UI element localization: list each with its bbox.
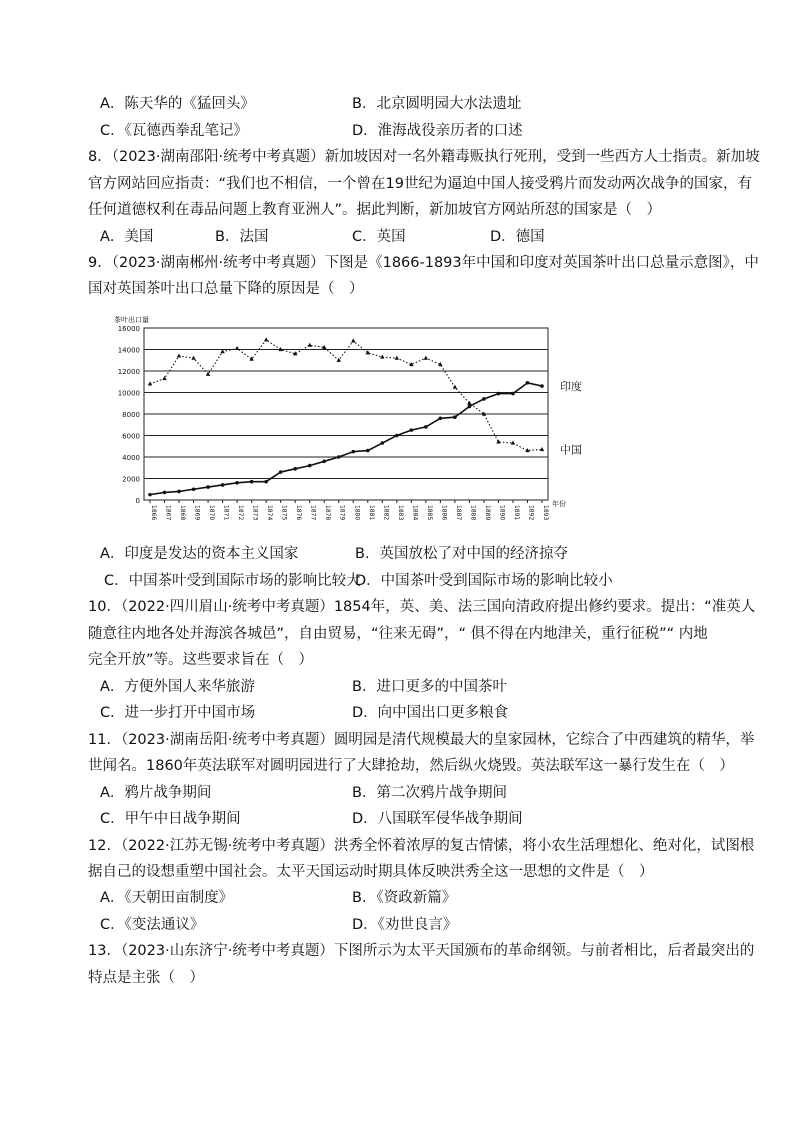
chart-point (308, 464, 312, 468)
q8-option-b: B．法国 (215, 229, 269, 245)
q12-option-c: C．《变法通议》 (100, 917, 205, 933)
chart-point (439, 417, 443, 421)
tea-export-chart (100, 308, 620, 520)
chart-point (191, 356, 195, 360)
chart-xlabel: 年份 (552, 500, 566, 508)
q11-option-b: B．第二次鸦片战争期间 (352, 785, 507, 801)
chart-point (337, 455, 341, 459)
chart-ylabel: 茶叶出口量 (114, 316, 149, 324)
chart-point (221, 483, 225, 487)
chart-ytick-label: 4000 (122, 454, 140, 462)
q12-option-b: B．《资政新篇》 (352, 890, 457, 906)
chart-series-label: 中国 (560, 443, 582, 457)
q9-option-c: C．中国茶叶受到国际市场的影响比较大 (104, 573, 361, 589)
chart-point (279, 470, 283, 474)
chart-point (148, 493, 152, 497)
chart-point (453, 385, 457, 389)
chart-point (148, 381, 152, 385)
chart-ytick-label: 6000 (122, 432, 140, 441)
chart-point (235, 346, 239, 350)
q7-option-a: A．陈天华的《猛回头》 (100, 96, 255, 112)
q10-option-c: C．进一步打开中国市场 (100, 705, 256, 721)
chart-point (380, 441, 384, 445)
chart-xtick-label: 1873 (251, 505, 259, 520)
chart-xtick-label: 1889 (483, 505, 491, 520)
q8-stem-line3: 任何道德权利在毒品问题上教育亚洲人”。据此判断，新加坡官方网站所怼的国家是（ ） (88, 202, 662, 218)
chart-xtick-label: 1868 (179, 505, 187, 520)
chart-point (235, 481, 239, 485)
chart-point (163, 491, 167, 495)
chart-point (293, 467, 297, 471)
chart-xtick-label: 1872 (237, 505, 245, 520)
chart-point (540, 384, 544, 388)
chart-point (424, 356, 428, 360)
chart-point (351, 450, 355, 454)
q10-option-a: A．方便外国人来华旅游 (100, 679, 255, 695)
chart-xtick-label: 1891 (512, 505, 520, 520)
chart-point (468, 405, 472, 409)
q11-stem-line1: 11．（2023·湖南岳阳·统考中考真题）圆明园是清代规模最大的皇家园林，它综合了中西建筑的精华，举 (88, 732, 755, 748)
chart-xtick-label: 1879 (338, 505, 346, 520)
chart-xtick-label: 1870 (208, 505, 216, 520)
chart-point (366, 350, 370, 354)
chart-ytick-label: 8000 (122, 411, 140, 419)
q9-stem-line1: 9．（2023·湖南郴州·统考中考真题）下图是《1866-1893年中国和印度对英国茶叶出口总量示意图》，中 (88, 255, 759, 271)
q8-stem-line1: 8．（2023·湖南邵阳·统考中考真题）新加坡因对一名外籍毒贩执行死刑，受到一些西方人士指责。新加坡 (88, 149, 760, 165)
chart-series-label: 印度 (560, 380, 582, 394)
q10-stem-line1: 10．（2022·四川眉山·统考中考真题）1854年，英、美、法三国向清政府提出修约要求。提出：“准英人 (88, 599, 756, 615)
q8-option-c: C．英国 (352, 229, 406, 245)
q11-option-c: C．甲午中日战争期间 (100, 811, 241, 827)
q12-stem-line2: 据自己的设想重塑中国社会。太平天国运动时期具体反映洪秀全这一思想的文件是（ ） (88, 864, 654, 880)
q8-option-d: D．德国 (490, 229, 545, 245)
chart-ytick-label: 10000 (117, 389, 140, 398)
chart-svg (100, 308, 620, 520)
chart-point (482, 397, 486, 401)
chart-xtick-label: 1885 (425, 505, 433, 520)
chart-xtick-label: 1875 (280, 505, 288, 520)
q11-stem-line2: 世闻名。1860年英法联军对圆明园进行了大肆抢劫，然后纵火烧毁。英法联军这一暴行发生在（ ） (88, 758, 734, 774)
chart-point (177, 353, 181, 357)
chart-point (540, 447, 544, 451)
q10-stem-line3: 完全开放”等。这些要求旨在（ ） (88, 652, 314, 668)
chart-xtick-label: 1886 (440, 505, 448, 520)
chart-xtick-label: 1878 (324, 505, 332, 520)
q13-stem-line2: 特点是主张（ ） (88, 970, 204, 986)
chart-point (322, 460, 326, 464)
chart-point (497, 392, 501, 396)
chart-point (395, 356, 399, 360)
q11-option-d: D．八国联军侵华战争期间 (352, 811, 523, 827)
chart-point (395, 434, 399, 438)
q8-option-a: A．美国 (100, 229, 154, 245)
chart-xtick-label: 1892 (527, 505, 535, 520)
chart-xtick-label: 1874 (266, 505, 274, 520)
q11-option-a: A．鸦片战争期间 (100, 785, 212, 801)
chart-xtick-label: 1888 (469, 505, 477, 520)
chart-point (511, 392, 515, 396)
chart-point (366, 449, 370, 453)
chart-point (380, 355, 384, 359)
chart-point (308, 343, 312, 347)
chart-point (206, 485, 210, 489)
chart-ytick-label: 14000 (117, 346, 140, 355)
chart-ytick-label: 16000 (117, 325, 140, 333)
chart-point (467, 401, 471, 405)
chart-xtick-label: 1883 (396, 505, 404, 520)
q9-option-d: D．中国茶叶受到国际市场的影响比较小 (355, 573, 613, 589)
chart-point (424, 425, 428, 429)
chart-point (192, 487, 196, 491)
chart-point (264, 337, 268, 341)
q9-stem-line2: 国对英国茶叶出口总量下降的原因是（ ） (88, 281, 364, 297)
chart-xtick-label: 1884 (411, 505, 419, 520)
chart-xtick-label: 1887 (454, 505, 462, 520)
q9-option-a: A．印度是发达的资本主义国家 (100, 546, 299, 562)
q12-option-a: A．《天朝田亩制度》 (100, 890, 234, 906)
chart-xtick-label: 1882 (382, 505, 390, 520)
chart-xtick-label: 1893 (542, 505, 549, 520)
chart-point (410, 428, 414, 432)
chart-ytick-label: 12000 (117, 368, 140, 376)
q10-stem-line2: 随意往内地各处并海滨各城邑”，自由贸易，“往来无碍”，“ 俱不得在内地津关，重行征税”“ 内地 (88, 626, 708, 642)
chart-xtick-label: 1881 (367, 505, 375, 520)
chart-point (264, 480, 268, 484)
chart-xtick-label: 1866 (150, 505, 157, 520)
chart-point (351, 338, 355, 342)
chart-xtick-label: 1871 (222, 505, 230, 520)
chart-point (526, 381, 530, 385)
chart-xtick-label: 1867 (164, 505, 172, 520)
chart-xtick-label: 1876 (295, 505, 303, 520)
chart-point (250, 480, 254, 484)
chart-ytick-label: 2000 (122, 475, 140, 484)
q10-option-d: D．向中国出口更多粮食 (352, 705, 509, 721)
q12-stem-line1: 12．（2022·江苏无锡·统考中考真题）洪秀全怀着浓厚的复古情愫，将小农生活理想化、绝对化，试图根 (88, 838, 755, 854)
chart-xtick-label: 1890 (498, 505, 506, 520)
q7-option-c: C．《瓦德西拳乱笔记》 (100, 123, 248, 139)
q12-option-d: D．《劝世良言》 (352, 917, 458, 933)
q8-stem-line2: 官方网站回应指责：“我们也不相信，一个曾在19世纪为逼迫中国人接受鸦片而发动两次战争的国家，有 (88, 176, 752, 192)
q7-option-b: B．北京圆明园大水法遗址 (352, 96, 522, 112)
q13-stem-line1: 13．（2023·山东济宁·统考中考真题）下图所示为太平天国颁布的革命纲领。与前者相比，后者最突出的 (88, 943, 755, 959)
chart-series-line (150, 340, 542, 451)
chart-point (177, 490, 181, 494)
q10-option-b: B．进口更多的中国茶叶 (352, 679, 507, 695)
q7-option-d: D．淮海战役亲历者的口述 (352, 123, 523, 139)
chart-ytick-label: 0 (135, 497, 140, 505)
chart-xtick-label: 1880 (353, 505, 361, 520)
q9-option-b: B．英国放松了对中国的经济掠夺 (355, 546, 568, 562)
chart-point (511, 441, 515, 445)
chart-xtick-label: 1877 (309, 505, 317, 520)
chart-xtick-label: 1869 (193, 505, 201, 520)
chart-point (453, 415, 457, 419)
